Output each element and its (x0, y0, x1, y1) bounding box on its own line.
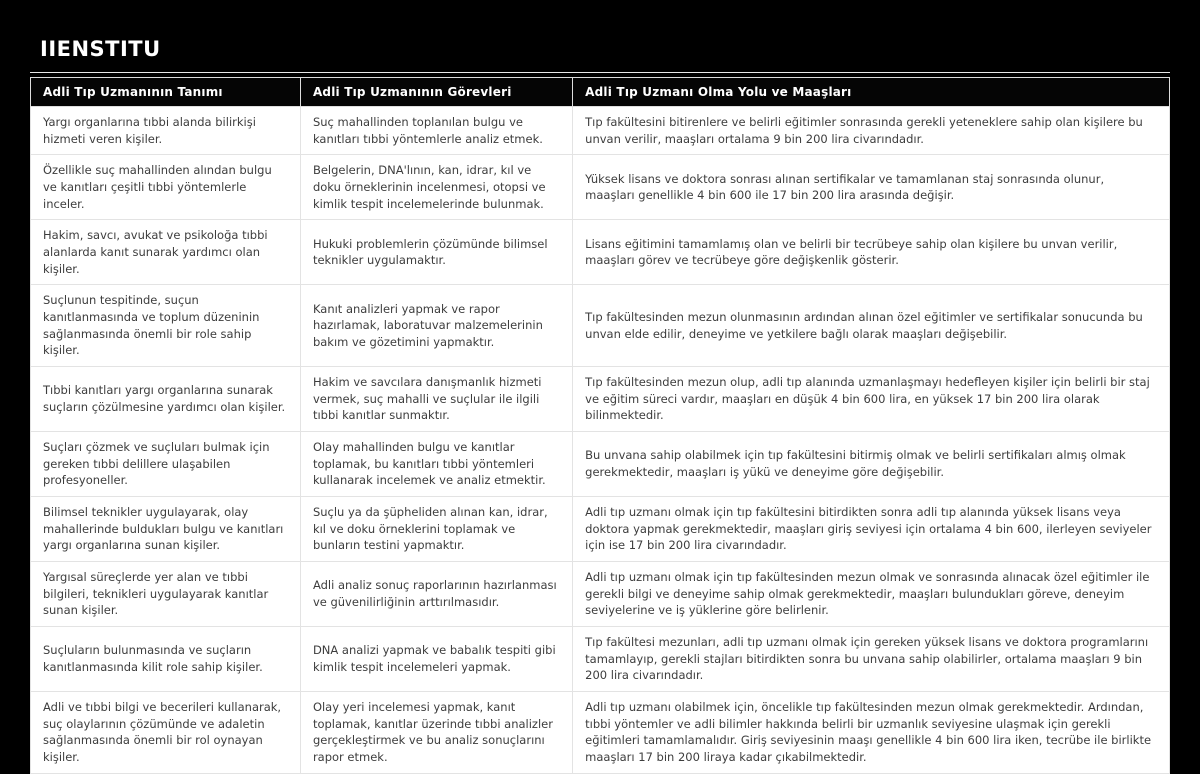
table-header (31, 78, 1170, 107)
column-header-definition: Adli Tıp Uzmanının Tanımı (31, 78, 301, 107)
cell-path-salary: Bu unvana sahip olabilmek için tıp fakültesini bitirmiş olmak ve belirli sertifikaları almış olmak gerekmektedir, maaşları iş yükü ve deneyime göre değişebilir. (573, 432, 1170, 497)
column-header-path-salary: Adli Tıp Uzmanı Olma Yolu ve Maaşları (573, 78, 1170, 107)
cell-duties: Hakim ve savcılara danışmanlık hizmeti vermek, suç mahalli ve suçlular ile ilgili tıbbi kanıtlar sunmaktır. (300, 367, 572, 432)
table-row (31, 285, 1170, 367)
header-row (31, 78, 1170, 107)
content-frame (30, 30, 1170, 774)
table-row (31, 497, 1170, 562)
cell-duties: Suç mahallinden toplanılan bulgu ve kanıtları tıbbi yöntemlerle analiz etmek. (300, 107, 572, 155)
cell-definition: Bilimsel teknikler uygulayarak, olay mahallerinde buldukları bulgu ve kanıtları yargı organlarına sunan kişiler. (31, 497, 301, 562)
cell-definition: Tıbbi kanıtları yargı organlarına sunarak suçların çözülmesine yardımcı olan kişiler. (31, 367, 301, 432)
table-row (31, 432, 1170, 497)
cell-duties: Hukuki problemlerin çözümünde bilimsel teknikler uygulamaktır. (300, 220, 572, 285)
cell-definition: Suçluların bulunmasında ve suçların kanıtlanmasında kilit role sahip kişiler. (31, 627, 301, 692)
cell-definition: Yargı organlarına tıbbi alanda bilirkişi hizmeti veren kişiler. (31, 107, 301, 155)
cell-path-salary: Tıp fakültesi mezunları, adli tıp uzmanı olmak için gereken yüksek lisans ve doktora programlarını tamamlayıp, gerekli stajları bitirdikten sonra bu unvana sahip olabilirler, ortalama maaşları 9 bin 200 lira civarındadır. (573, 627, 1170, 692)
cell-duties: Olay mahallinden bulgu ve kanıtlar toplamak, bu kanıtları tıbbi yöntemleri kullanarak incelemek ve analiz etmektir. (300, 432, 572, 497)
table-row (31, 107, 1170, 155)
table-body (31, 107, 1170, 774)
cell-duties: Kanıt analizleri yapmak ve rapor hazırlamak, laboratuvar malzemelerinin bakım ve gözetimini yapmaktır. (300, 285, 572, 367)
cell-definition: Hakim, savcı, avukat ve psikoloğa tıbbi alanlarda kanıt sunarak yardımcı olan kişiler. (31, 220, 301, 285)
cell-path-salary: Adli tıp uzmanı olmak için tıp fakültesinden mezun olmak ve sonrasında alınacak özel eğitimler ile gerekli bilgi ve deneyime sahip olmak gerekmektedir, maaşları bulundukları göreve, deneyim seviyelerine ve iş yüklerine göre belirlenir. (573, 562, 1170, 627)
brand-bar (30, 30, 1170, 73)
cell-definition: Suçları çözmek ve suçluları bulmak için gereken tıbbi delillere ulaşabilen profesyoneller. (31, 432, 301, 497)
cell-path-salary: Yüksek lisans ve doktora sonrası alınan sertifikalar ve tamamlanan staj sonrasında olunur, maaşları genellikle 4 bin 600 ile 17 bin 200 lira arasında değişir. (573, 155, 1170, 220)
forensic-specialist-table (30, 77, 1170, 774)
cell-definition: Suçlunun tespitinde, suçun kanıtlanmasında ve toplum düzeninin sağlanmasında önemli bir role sahip kişiler. (31, 285, 301, 367)
table-row (31, 155, 1170, 220)
table-row (31, 367, 1170, 432)
cell-duties: DNA analizi yapmak ve babalık tespiti gibi kimlik tespit incelemeleri yapmak. (300, 627, 572, 692)
table-row (31, 692, 1170, 774)
cell-path-salary: Adli tıp uzmanı olmak için tıp fakültesini bitirdikten sonra adli tıp alanında yüksek lisans veya doktora yapmak gerekmektedir, maaşları giriş seviyesi için ortalama 4 bin 600, ilerleyen seviyeler için ise 17 bin 200 lira civarındadır. (573, 497, 1170, 562)
cell-duties: Adli analiz sonuç raporlarının hazırlanması ve güvenilirliğinin arttırılmasıdır. (300, 562, 572, 627)
table-row (31, 220, 1170, 285)
cell-path-salary: Adli tıp uzmanı olabilmek için, öncelikle tıp fakültesinden mezun olmak gerekmektedir. Ardından, tıbbi yöntemler ve adli bilimler hakkında belirli bir uzmanlık seviyesine ulaşmak için gerekli eğitimleri tamamlamalıdır. Giriş seviyesinin maaşı genellikle 4 bin 600 lira iken, tecrübe ile birlikte maaşları 17 bin 200 liraya kadar çıkabilmektedir. (573, 692, 1170, 774)
cell-duties: Belgelerin, DNA'lının, kan, idrar, kıl ve doku örneklerinin incelenmesi, otopsi ve kimlik tespit incelemelerinde bulunmak. (300, 155, 572, 220)
column-header-duties: Adli Tıp Uzmanının Görevleri (300, 78, 572, 107)
table-row (31, 627, 1170, 692)
cell-definition: Yargısal süreçlerde yer alan ve tıbbi bilgileri, teknikleri uygulayarak kanıtlar sunan kişiler. (31, 562, 301, 627)
cell-duties: Olay yeri incelemesi yapmak, kanıt toplamak, kanıtlar üzerinde tıbbi analizler gerçekleştirmek ve bu analiz sonuçlarını rapor etmek. (300, 692, 572, 774)
cell-path-salary: Tıp fakültesinden mezun olup, adli tıp alanında uzmanlaşmayı hedefleyen kişiler için belirli bir staj ve eğitim süreci vardır, maaşları en düşük 4 bin 600 lira, en yüksek 17 bin 200 lira olarak bilinmektedir. (573, 367, 1170, 432)
cell-path-salary: Tıp fakültesinden mezun olunmasının ardından alınan özel eğitimler ve sertifikalar sonucunda bu unvan elde edilir, deneyime ve yetkilere bağlı olarak maaşları değişebilir. (573, 285, 1170, 367)
cell-duties: Suçlu ya da şüpheliden alınan kan, idrar, kıl ve doku örneklerini toplamak ve bunların testini yapmaktır. (300, 497, 572, 562)
cell-path-salary: Tıp fakültesini bitirenlere ve belirli eğitimler sonrasında gerekli yeteneklere sahip olan kişilere bu unvan verilir, maaşları ortalama 9 bin 200 lira civarındadır. (573, 107, 1170, 155)
cell-path-salary: Lisans eğitimini tamamlamış olan ve belirli bir tecrübeye sahip olan kişilere bu unvan verilir, maaşları görev ve tecrübeye göre değişkenlik gösterir. (573, 220, 1170, 285)
brand-logo: IIENSTITU (40, 37, 161, 61)
table-row (31, 562, 1170, 627)
cell-definition: Adli ve tıbbi bilgi ve becerileri kullanarak, suç olaylarının çözümünde ve adaletin sağlanmasında önemli bir rol oynayan kişiler. (31, 692, 301, 774)
cell-definition: Özellikle suç mahallinden alından bulgu ve kanıtları çeşitli tıbbi yöntemlerle inceler. (31, 155, 301, 220)
